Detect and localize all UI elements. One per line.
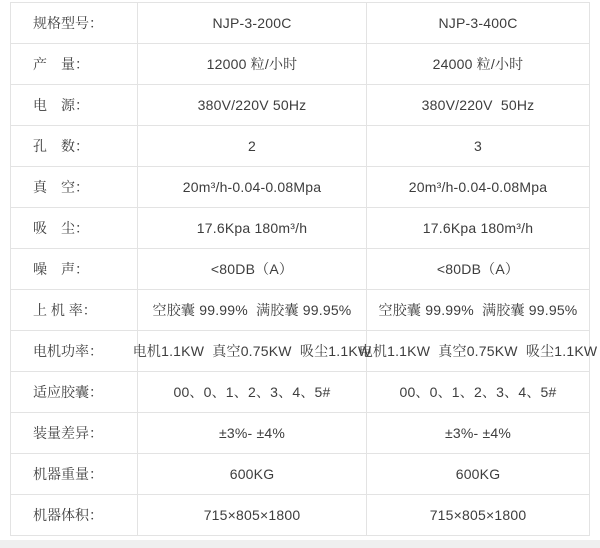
specifications-table bbox=[10, 2, 598, 536]
page-bottom-strip bbox=[0, 540, 600, 548]
spec-value-model2: ±3%- ±4% bbox=[445, 425, 511, 441]
spec-label: 机器重量： bbox=[11, 454, 138, 494]
spec-value-model2: 空胶囊 99.99% 满胶囊 99.95% bbox=[378, 302, 578, 318]
spec-label: 电 源： bbox=[11, 85, 138, 125]
spec-value-model1: 17.6Kpa 180m³/h bbox=[138, 208, 367, 248]
spec-value-model2: 24000 粒/小时 bbox=[432, 56, 524, 72]
spec-value-model1: 715×805×1800 bbox=[138, 495, 367, 535]
table-row-machine-dimensions bbox=[11, 495, 589, 535]
spec-value-model2: 715×805×1800 bbox=[429, 507, 527, 523]
spec-value-model2: 3 bbox=[474, 138, 482, 154]
table-row-fill-variation bbox=[11, 413, 589, 454]
table-row-capsule-sizes bbox=[11, 372, 589, 413]
spec-label: 装量差异： bbox=[11, 413, 138, 453]
spec-value-model1: 12000 粒/小时 bbox=[138, 44, 367, 84]
spec-value-model1: ±3%- ±4% bbox=[138, 413, 367, 453]
spec-value-model2: 20m³/h-0.04-0.08Mpa bbox=[408, 179, 548, 195]
spec-label: 上 机 率： bbox=[11, 290, 138, 330]
spec-value-model2: 00、0、1、2、3、4、5# bbox=[399, 384, 557, 400]
spec-value-model1: 电机1.1KW 真空0.75KW 吸尘1.1KW bbox=[138, 331, 367, 371]
spec-label: 电机功率： bbox=[11, 331, 138, 371]
spec-label: 吸 尘： bbox=[11, 208, 138, 248]
spec-value-model1: 空胶囊 99.99% 满胶囊 99.95% bbox=[138, 290, 367, 330]
spec-label: 机器体积： bbox=[11, 495, 138, 535]
spec-value-model1: 2 bbox=[138, 126, 367, 166]
table-row-loading-rate bbox=[11, 290, 589, 331]
spec-value-model1: 20m³/h-0.04-0.08Mpa bbox=[138, 167, 367, 207]
spec-label: 适应胶囊： bbox=[11, 372, 138, 412]
spec-value-model1: 00、0、1、2、3、4、5# bbox=[138, 372, 367, 412]
spec-value-model2: <80DB（A） bbox=[436, 261, 520, 277]
spec-label: 产 量： bbox=[11, 44, 138, 84]
table-row-output bbox=[11, 44, 589, 85]
spec-value-model1: 600KG bbox=[138, 454, 367, 494]
spec-label: 噪 声： bbox=[11, 249, 138, 289]
spec-value-model2: 600KG bbox=[455, 466, 501, 482]
spec-value-model2: 17.6Kpa 180m³/h bbox=[422, 220, 534, 236]
table-row-dust-suction bbox=[11, 208, 589, 249]
spec-value-model2: 电机1.1KW 真空0.75KW 吸尘1.1KW bbox=[358, 343, 598, 359]
spec-value-model1: 380V/220V 50Hz bbox=[138, 85, 367, 125]
spec-label: 孔 数： bbox=[11, 126, 138, 166]
spec-value-model2: 380V/220V 50Hz bbox=[421, 97, 535, 113]
table-row-model bbox=[11, 3, 589, 44]
table-row-holes bbox=[11, 126, 589, 167]
table-row-machine-weight bbox=[11, 454, 589, 495]
spec-value-model2: NJP-3-400C bbox=[438, 15, 518, 31]
spec-label: 规格型号： bbox=[11, 3, 138, 43]
spec-value-model1: <80DB（A） bbox=[138, 249, 367, 289]
table-row-power-supply bbox=[11, 85, 589, 126]
table-row-noise bbox=[11, 249, 589, 290]
spec-value-model1: NJP-3-200C bbox=[138, 3, 367, 43]
table-row-vacuum bbox=[11, 167, 589, 208]
table-row-motor-power bbox=[11, 331, 598, 372]
spec-label: 真 空： bbox=[11, 167, 138, 207]
